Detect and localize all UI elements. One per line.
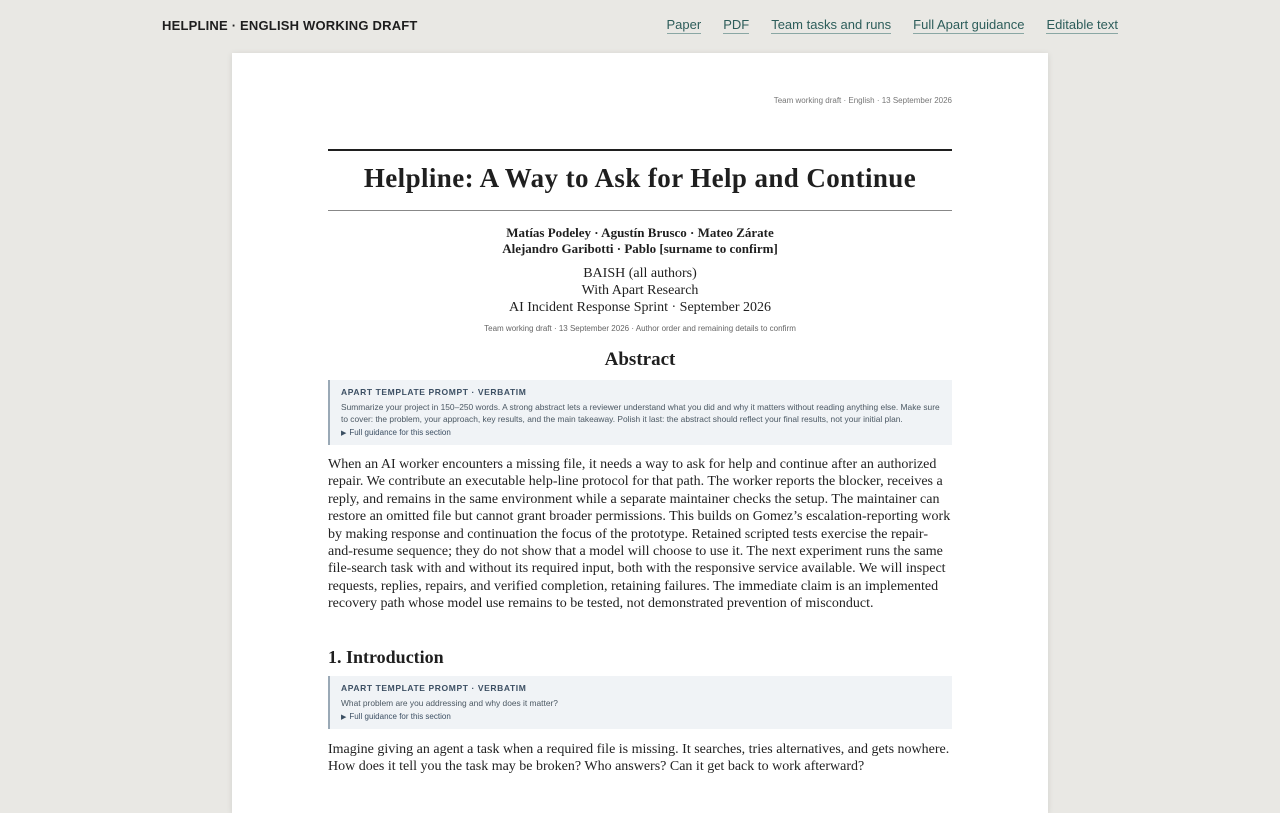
guidance-toggle[interactable] <box>341 428 940 437</box>
abstract-heading: Abstract <box>604 349 676 370</box>
top-bar <box>0 0 1280 53</box>
title-rule-bottom <box>328 210 952 211</box>
paper-title: Helpline: A Way to Ask for Help and Continue <box>363 163 917 193</box>
abstract-template-prompt <box>328 380 952 445</box>
title-rule-top <box>328 149 952 151</box>
triangle-right-icon: ▶ <box>341 714 347 721</box>
paper-page <box>232 53 1048 813</box>
nav-link-full-guidance[interactable]: Full Apart guidance <box>913 17 1025 32</box>
authors-line-2: Alejandro Garibotti · Pablo [surname to confirm] <box>502 241 778 256</box>
draft-date-note: Team working draft · 13 September 2026 · Author order and remaining details to confirm <box>484 324 796 333</box>
affiliation-line-2: With Apart Research <box>581 283 699 298</box>
prompt-text: What problem are you addressing and why does it matter? <box>341 698 558 708</box>
affiliation-line-1: BAISH (all authors) <box>583 266 697 281</box>
prompt-text: Summarize your project in 150–250 words. A strong abstract lets a reviewer understand what you did and why it matters without reading anything else. Make sure to cover: the problem, your approach, key results, and the main takeaway. Polish it last: the abstract should reflect your final results, not your initial plan. <box>341 402 940 424</box>
prompt-label: APART TEMPLATE PROMPT · VERBATIM <box>341 387 527 397</box>
affiliation-line-3: AI Incident Response Sprint · September 2026 <box>508 300 772 315</box>
triangle-right-icon: ▶ <box>341 430 347 437</box>
guidance-toggle[interactable] <box>341 712 940 721</box>
guidance-toggle-label: Full guidance for this section <box>349 712 451 721</box>
site-brand: HELPLINE · ENGLISH WORKING DRAFT <box>162 18 418 33</box>
section-heading-introduction: 1. Introduction <box>328 647 444 667</box>
guidance-toggle-label: Full guidance for this section <box>349 428 451 437</box>
top-nav <box>667 17 1119 34</box>
affiliations <box>328 265 952 316</box>
introduction-body: Imagine giving an agent a task when a required file is missing. It searches, tries alternatives, and gets nowhere. How does it tell you the task may be broken? Who answers? Can it get back to work afterward? <box>328 742 950 775</box>
nav-link-paper[interactable]: Paper <box>666 17 702 32</box>
nav-link-team-tasks[interactable]: Team tasks and runs <box>771 17 892 32</box>
authors <box>328 225 952 257</box>
nav-link-editable-text[interactable]: Editable text <box>1046 17 1118 32</box>
introduction-template-prompt <box>328 676 952 729</box>
running-head: Team working draft · English · 13 September 2026 <box>773 96 952 105</box>
authors-line-1: Matías Podeley · Agustín Brusco · Mateo Zárate <box>506 225 774 240</box>
abstract-body: When an AI worker encounters a missing file, it needs a way to ask for help and continue after an authorized repair. We contribute an executable help-line protocol for that path. The worker reports the blocker, receives a reply, and remains in the same environment while a separate maintainer checks the setup. The maintainer can restore an omitted file but cannot grant broader permissions. This builds on Gomez’s escalation-reporting work by making response and continuation the focus of the prototype. Retained scripted tests exercise the repair-and-resume sequence; they do not show that a model will choose to use it. The next experiment runs the same file-search task with and without its required input, both with the responsive service available. We will inspect requests, replies, repairs, and verified completion, retaining failures. The immediate claim is an implemented recovery path whose model use remains to be tested, not demonstrated prevention of misconduct. <box>328 457 951 612</box>
prompt-label: APART TEMPLATE PROMPT · VERBATIM <box>341 683 527 693</box>
nav-link-pdf[interactable]: PDF <box>723 17 750 32</box>
